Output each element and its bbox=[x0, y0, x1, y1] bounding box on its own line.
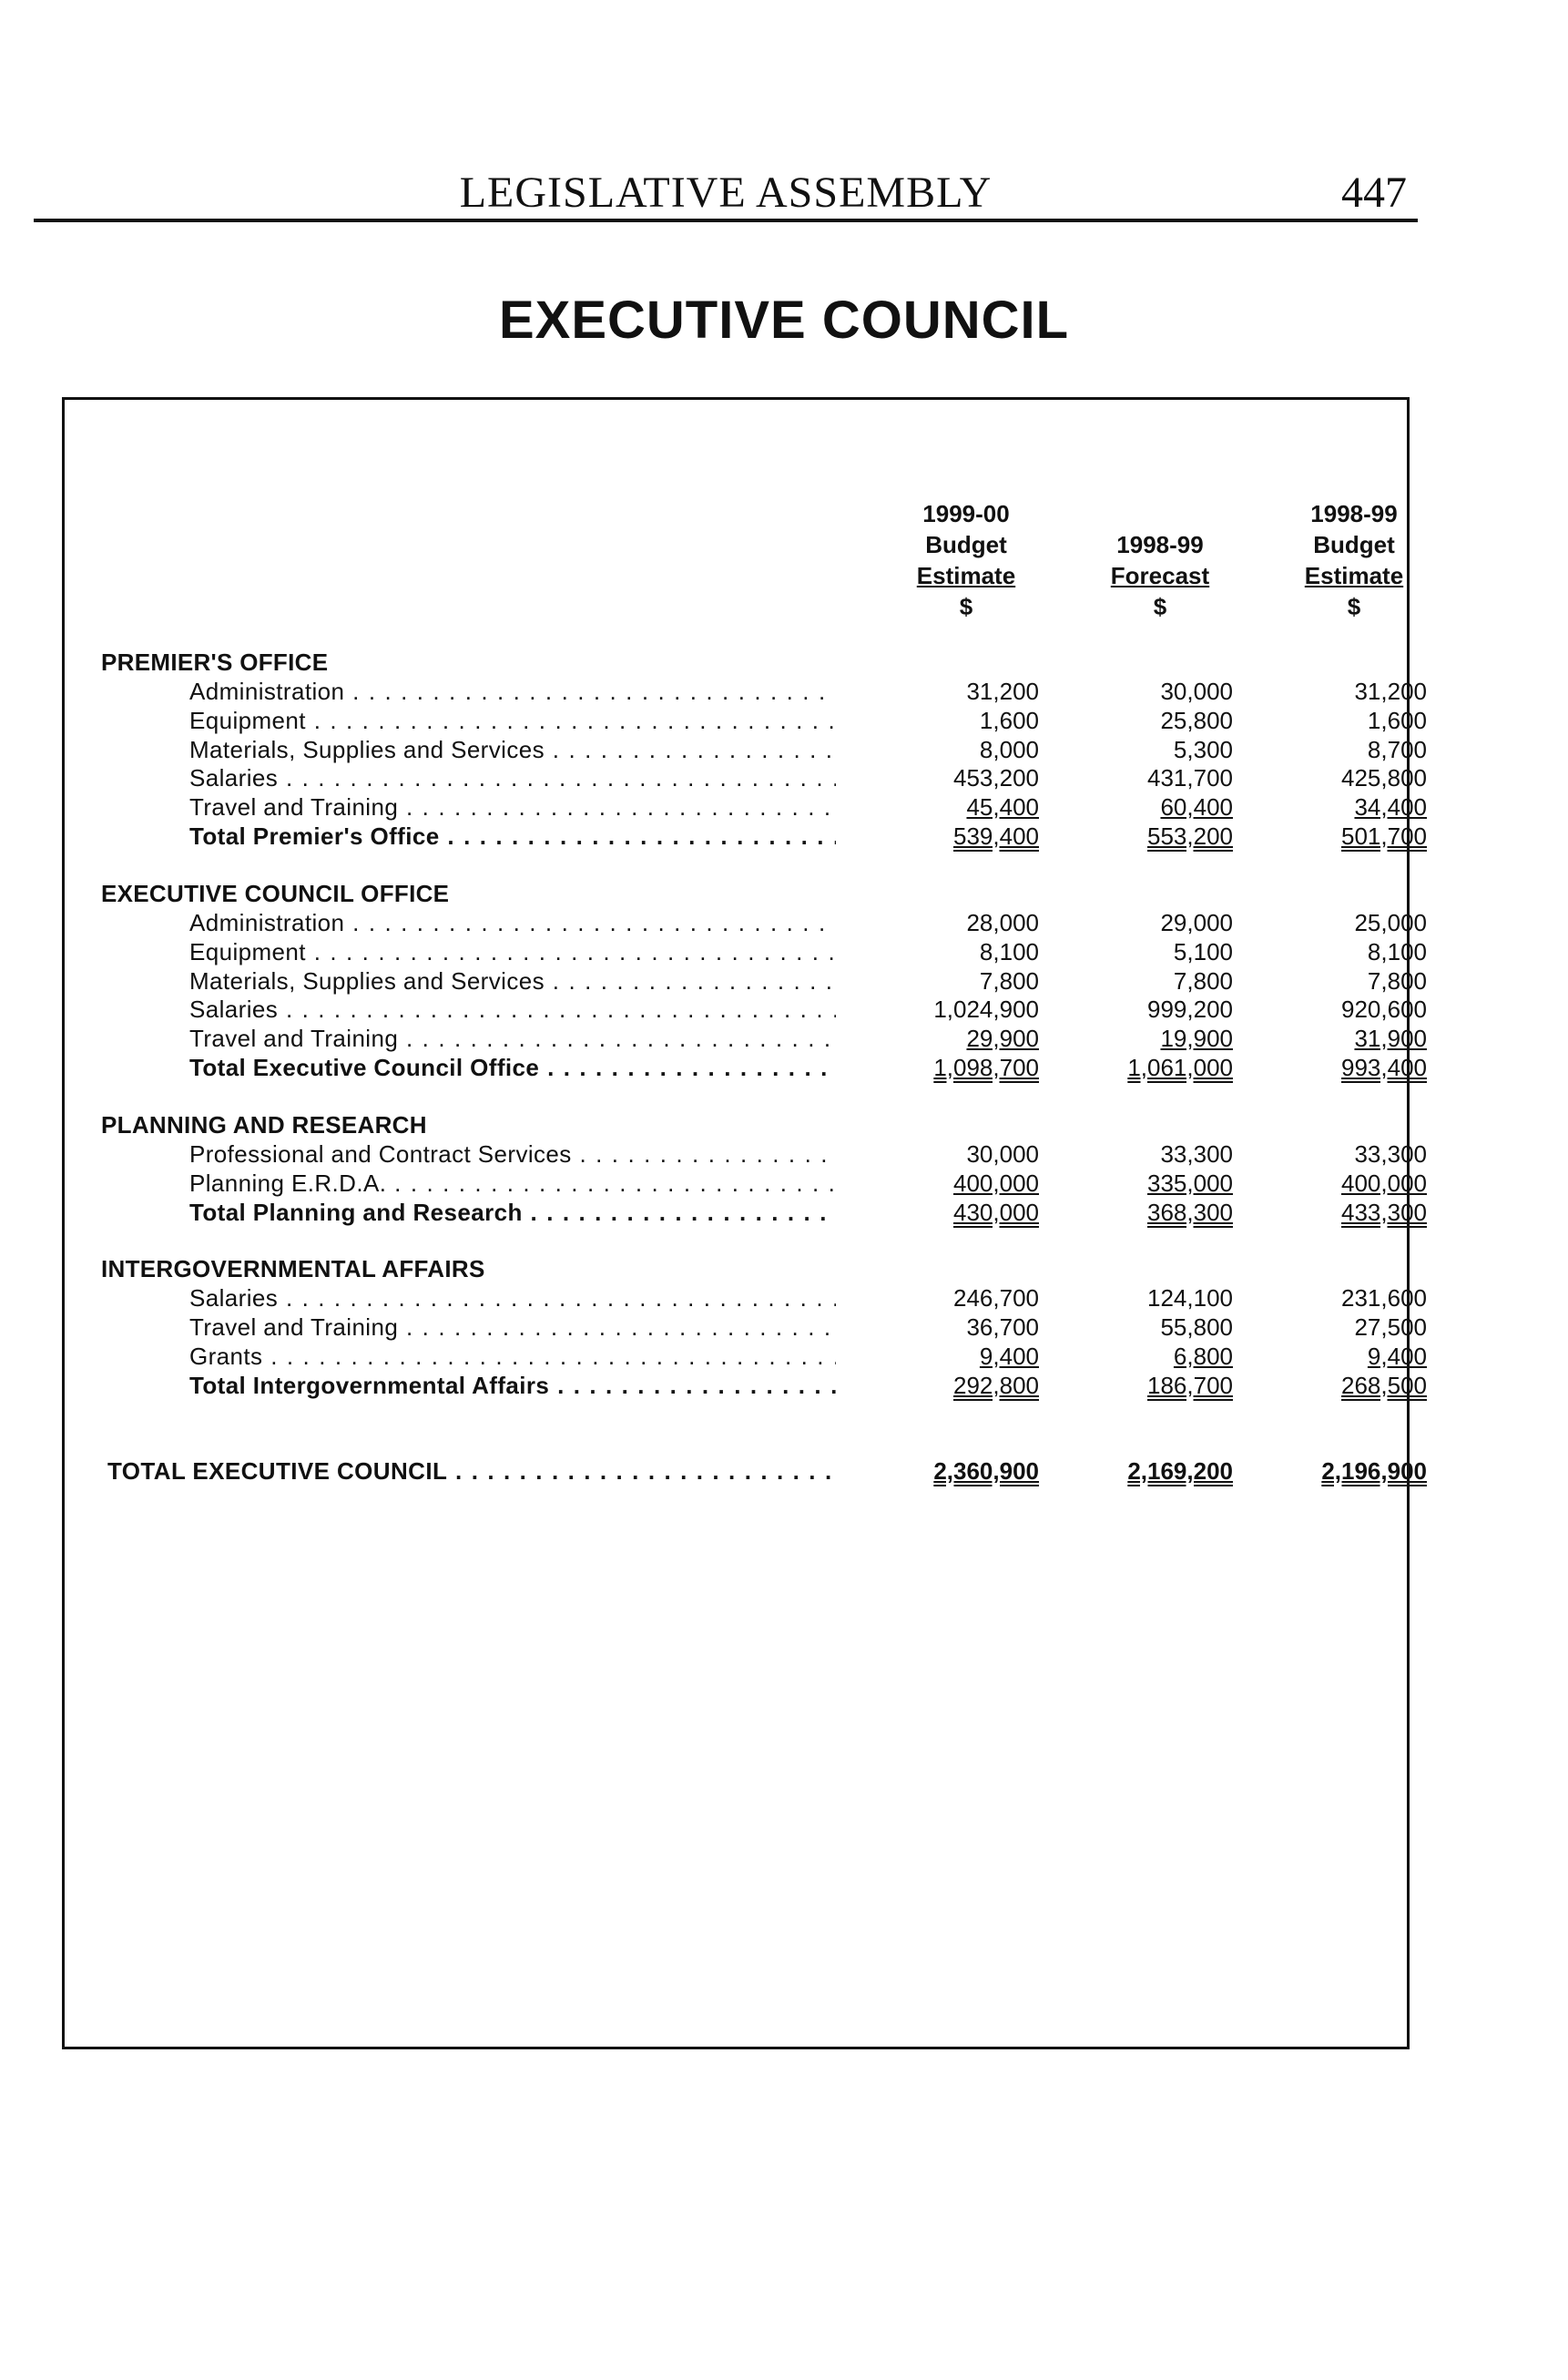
table-row bbox=[65, 1025, 1427, 1054]
table-row bbox=[65, 678, 1427, 707]
value-cell: 29,900 bbox=[966, 1025, 1039, 1052]
column-header-unit: $ bbox=[1347, 593, 1361, 620]
column-header-line: Estimate bbox=[916, 562, 1016, 589]
value-cell: 30,000 bbox=[1160, 678, 1233, 705]
subtotal-row bbox=[65, 1199, 1427, 1228]
row-label: Equipment . . . bbox=[189, 707, 836, 736]
section-heading-planning-and-research: PLANNING AND RESEARCH bbox=[101, 1111, 427, 1139]
value-cell: 25,800 bbox=[1160, 707, 1233, 734]
value-cell: 553,200 bbox=[1147, 822, 1233, 850]
value-cell: 8,100 bbox=[1367, 938, 1427, 965]
value-cell: 1,098,700 bbox=[933, 1054, 1039, 1081]
table-row bbox=[65, 1170, 1427, 1199]
table-row bbox=[65, 764, 1427, 793]
value-cell: 453,200 bbox=[953, 764, 1039, 792]
value-cell: 36,700 bbox=[966, 1313, 1039, 1341]
table-row bbox=[65, 967, 1427, 996]
value-cell: 33,300 bbox=[1160, 1140, 1233, 1168]
table-row bbox=[65, 793, 1427, 822]
row-label: Administration . . . bbox=[189, 909, 836, 938]
value-cell: 29,000 bbox=[1160, 909, 1233, 936]
value-cell: 993,400 bbox=[1341, 1054, 1427, 1081]
value-cell: 6,800 bbox=[1173, 1343, 1233, 1370]
value-cell: 7,800 bbox=[979, 967, 1039, 995]
value-cell: 539,400 bbox=[953, 822, 1039, 850]
value-cell: 186,700 bbox=[1147, 1372, 1233, 1399]
table-row bbox=[65, 1313, 1427, 1343]
column-header-line: Estimate bbox=[1304, 562, 1404, 589]
column-header-1998-99-forecast bbox=[1060, 498, 1260, 622]
value-cell: 1,600 bbox=[979, 707, 1039, 734]
column-header-unit: $ bbox=[959, 593, 973, 620]
table-row bbox=[65, 909, 1427, 938]
value-cell: 231,600 bbox=[1341, 1284, 1427, 1312]
row-label: Equipment . . . bbox=[189, 938, 836, 967]
column-header-line bbox=[1060, 498, 1260, 529]
value-cell: 2,196,900 bbox=[1321, 1457, 1427, 1485]
value-cell: 5,100 bbox=[1173, 938, 1233, 965]
row-label: Total Planning and Research . . . bbox=[189, 1199, 836, 1228]
row-label: Professional and Contract Services . . . bbox=[189, 1140, 836, 1170]
grand-total-row bbox=[65, 1457, 1427, 1486]
value-cell: 5,300 bbox=[1173, 736, 1233, 763]
table-row bbox=[65, 996, 1427, 1025]
value-cell: 31,900 bbox=[1354, 1025, 1427, 1052]
value-cell: 8,100 bbox=[979, 938, 1039, 965]
row-label: Planning E.R.D.A. . . . bbox=[189, 1170, 836, 1199]
row-label: TOTAL EXECUTIVE COUNCIL . . . bbox=[107, 1457, 836, 1486]
budget-table-frame bbox=[62, 397, 1427, 2049]
row-label: Total Premier's Office . . . bbox=[189, 822, 836, 852]
row-label: Total Executive Council Office . . . bbox=[189, 1054, 836, 1083]
value-cell: 31,200 bbox=[966, 678, 1039, 705]
value-cell: 55,800 bbox=[1160, 1313, 1233, 1341]
value-cell: 268,500 bbox=[1341, 1372, 1427, 1399]
row-label: Total Intergovernmental Affairs . . . bbox=[189, 1372, 836, 1401]
section-heading-executive-council-office: EXECUTIVE COUNCIL OFFICE bbox=[101, 880, 450, 907]
value-cell: 431,700 bbox=[1147, 764, 1233, 792]
value-cell: 2,169,200 bbox=[1127, 1457, 1233, 1485]
table-row bbox=[65, 1140, 1427, 1170]
column-header-1998-99-budget-estimate bbox=[1254, 498, 1454, 622]
value-cell: 7,800 bbox=[1367, 967, 1427, 995]
row-label: Materials, Supplies and Services . . . bbox=[189, 967, 836, 996]
value-cell: 999,200 bbox=[1147, 996, 1233, 1023]
column-header-line: Budget bbox=[1313, 531, 1395, 558]
value-cell: 335,000 bbox=[1147, 1170, 1233, 1197]
column-header-line: 1999-00 bbox=[922, 500, 1010, 527]
value-cell: 9,400 bbox=[979, 1343, 1039, 1370]
value-cell: 246,700 bbox=[953, 1284, 1039, 1312]
section-heading-intergovernmental-affairs: INTERGOVERNMENTAL AFFAIRS bbox=[101, 1255, 485, 1282]
value-cell: 1,024,900 bbox=[933, 996, 1039, 1023]
table-row bbox=[65, 938, 1427, 967]
value-cell: 920,600 bbox=[1341, 996, 1427, 1023]
value-cell: 400,000 bbox=[1341, 1170, 1427, 1197]
value-cell: 1,061,000 bbox=[1127, 1054, 1233, 1081]
column-header-line: Forecast bbox=[1110, 562, 1210, 589]
row-label: Travel and Training . . . bbox=[189, 1313, 836, 1343]
value-cell: 400,000 bbox=[953, 1170, 1039, 1197]
column-header-line: 1998-99 bbox=[1310, 500, 1398, 527]
row-label: Materials, Supplies and Services . . . bbox=[189, 736, 836, 765]
column-header-line: 1998-99 bbox=[1116, 531, 1204, 558]
row-label: Salaries . . . bbox=[189, 996, 836, 1025]
value-cell: 27,500 bbox=[1354, 1313, 1427, 1341]
value-cell: 33,300 bbox=[1354, 1140, 1427, 1168]
value-cell: 34,400 bbox=[1354, 793, 1427, 821]
column-header-1999-00-budget-estimate bbox=[866, 498, 1066, 622]
value-cell: 28,000 bbox=[966, 909, 1039, 936]
row-label: Grants . . . bbox=[189, 1343, 836, 1372]
document-title: EXECUTIVE COUNCIL bbox=[498, 291, 1070, 350]
value-cell: 60,400 bbox=[1160, 793, 1233, 821]
table-row bbox=[65, 707, 1427, 736]
value-cell: 2,360,900 bbox=[933, 1457, 1039, 1485]
row-label: Travel and Training . . . bbox=[189, 1025, 836, 1054]
column-header-unit: $ bbox=[1153, 593, 1167, 620]
value-cell: 8,000 bbox=[979, 736, 1039, 763]
value-cell: 501,700 bbox=[1341, 822, 1427, 850]
table-row bbox=[65, 736, 1427, 765]
table-row bbox=[65, 1284, 1427, 1313]
running-title: LEGISLATIVE ASSEMBLY bbox=[459, 169, 993, 217]
page-number: 447 bbox=[1341, 169, 1407, 217]
value-cell: 30,000 bbox=[966, 1140, 1039, 1168]
value-cell: 124,100 bbox=[1147, 1284, 1233, 1312]
value-cell: 425,800 bbox=[1341, 764, 1427, 792]
running-header bbox=[34, 160, 1418, 222]
row-label: Salaries . . . bbox=[189, 1284, 836, 1313]
value-cell: 1,600 bbox=[1367, 707, 1427, 734]
row-label: Salaries . . . bbox=[189, 764, 836, 793]
value-cell: 433,300 bbox=[1341, 1199, 1427, 1226]
section-heading-premiers-office: PREMIER'S OFFICE bbox=[101, 649, 329, 676]
row-label: Travel and Training . . . bbox=[189, 793, 836, 822]
value-cell: 368,300 bbox=[1147, 1199, 1233, 1226]
value-cell: 430,000 bbox=[953, 1199, 1039, 1226]
value-cell: 19,900 bbox=[1160, 1025, 1233, 1052]
column-header-line: Budget bbox=[925, 531, 1007, 558]
value-cell: 9,400 bbox=[1367, 1343, 1427, 1370]
value-cell: 31,200 bbox=[1354, 678, 1427, 705]
value-cell: 45,400 bbox=[966, 793, 1039, 821]
row-label: Administration . . . bbox=[189, 678, 836, 707]
value-cell: 8,700 bbox=[1367, 736, 1427, 763]
table-row bbox=[65, 1343, 1427, 1372]
value-cell: 25,000 bbox=[1354, 909, 1427, 936]
value-cell: 292,800 bbox=[953, 1372, 1039, 1399]
subtotal-row bbox=[65, 822, 1427, 852]
subtotal-row bbox=[65, 1054, 1427, 1083]
value-cell: 7,800 bbox=[1173, 967, 1233, 995]
subtotal-row bbox=[65, 1372, 1427, 1401]
